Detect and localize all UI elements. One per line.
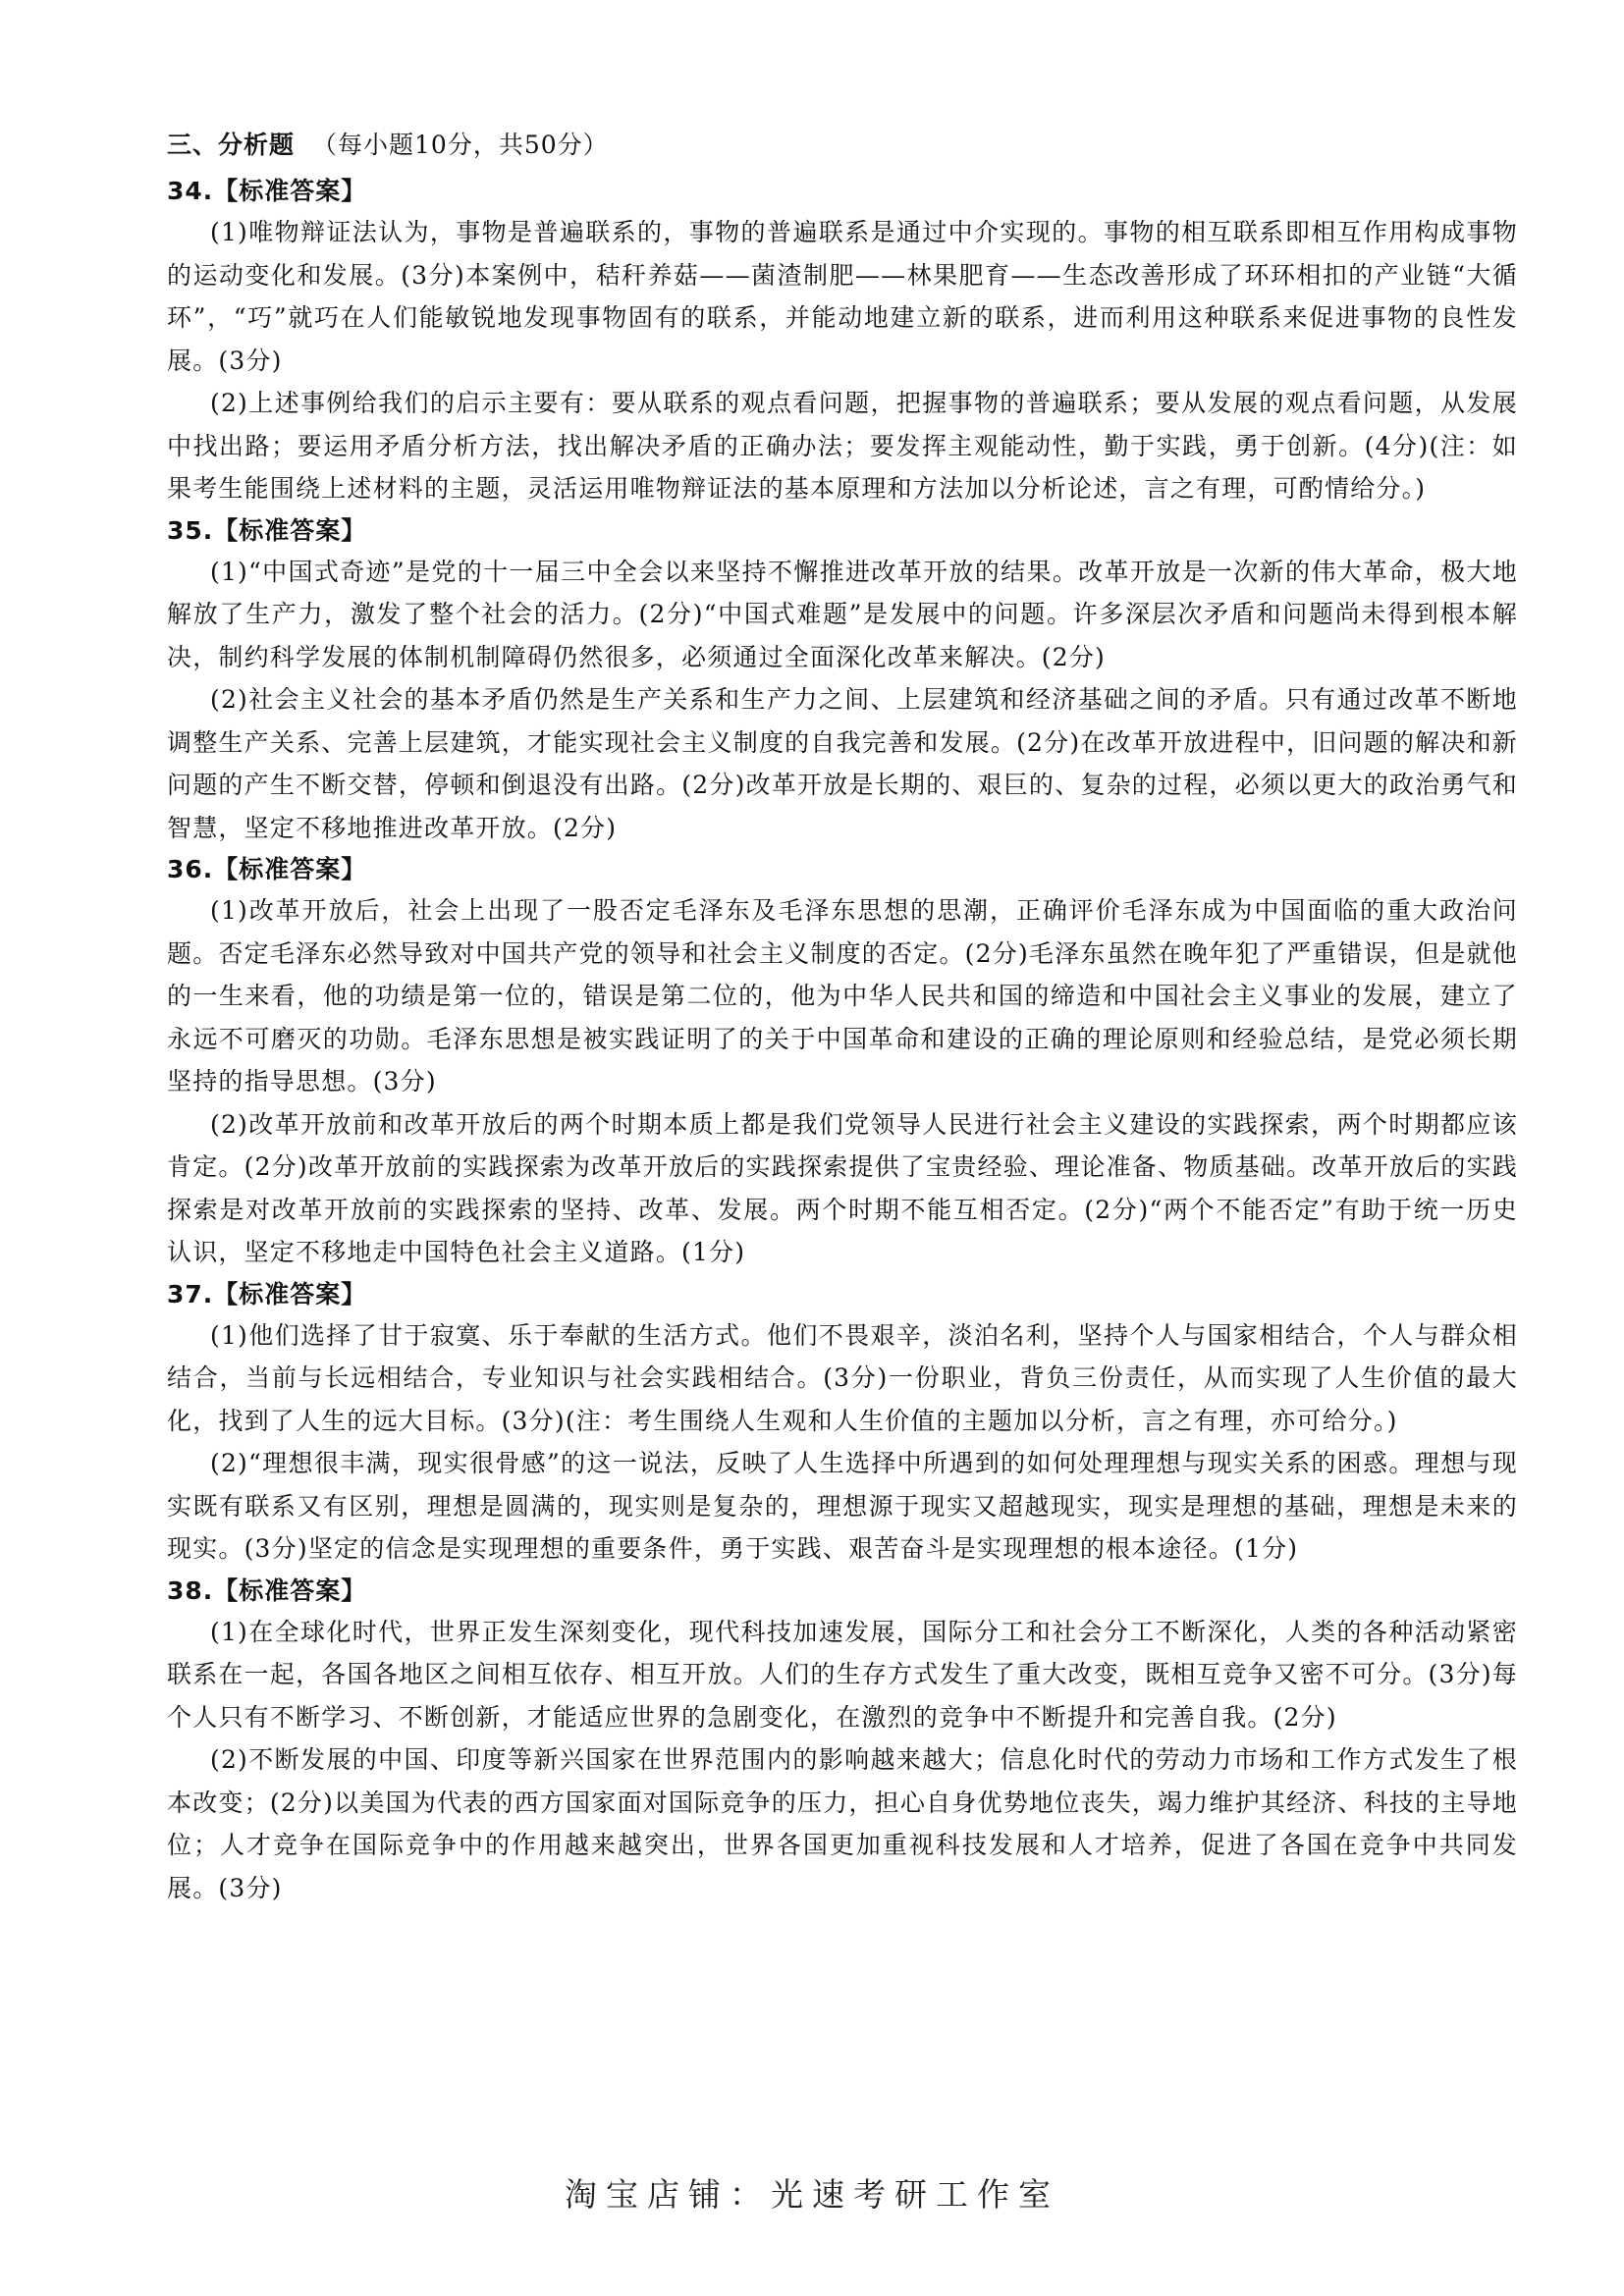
answer-paragraph: (2)改革开放前和改革开放后的两个时期本质上都是我们党领导人民进行社会主义建设的实践探索，两个时期都应该肯定。(2分)改革开放前的实践探索为改革开放后的实践探索提供了宝贵经验、理论准备、物质基础。改革开放后的实践探索是对改革开放前的实践探索的坚持、改革、发展。两个时期不能互相否定。(2分)“两个不能否定”有助于统一历史认识，坚定不移地走中国特色社会主义道路。(1分) [167, 1109, 1518, 1266]
question-34 [167, 171, 1518, 510]
section-score-note: （每小题10分，共50分） [312, 131, 609, 159]
question-heading: 37.【标准答案】 [167, 1279, 367, 1308]
document-page [167, 126, 1518, 1909]
answer-paragraph: (2)“理想很丰满，现实很骨感”的这一说法，反映了人生选择中所遇到的如何处理理想与现实关系的困惑。理想与现实既有联系又有区别，理想是圆满的，现实则是复杂的，理想源于现实又超越现实，现实是理想的基础，理想是未来的现实。(3分)坚定的信念是实现理想的重要条件，勇于实践、艰苦奋斗是实现理想的根本途径。(1分) [167, 1449, 1518, 1563]
section-title-text: 三、分析题 [167, 131, 296, 159]
answer-paragraph: (1)他们选择了甘于寂寞、乐于奉献的生活方式。他们不畏艰辛，淡泊名利，坚持个人与国家相结合，个人与群众相结合，当前与长远相结合，专业知识与社会实践相结合。(3分)一份职业，背负三份责任，从而实现了人生价值的最大化，找到了人生的远大目标。(3分)(注：考生围绕人生观和人生价值的主题加以分析，言之有理，亦可给分。) [167, 1320, 1518, 1435]
question-35 [167, 510, 1518, 850]
question-38 [167, 1571, 1518, 1910]
question-37 [167, 1274, 1518, 1571]
question-heading: 38.【标准答案】 [167, 1575, 367, 1605]
footer-shop-credit: 淘宝店铺：光速考研工作室 [565, 2175, 1059, 2214]
answer-paragraph: (1)“中国式奇迹”是党的十一届三中全会以来坚持不懈推进改革开放的结果。改革开放是一次新的伟大革命，极大地解放了生产力，激发了整个社会的活力。(2分)“中国式难题”是发展中的问题。许多深层次矛盾和问题尚未得到根本解决，制约科学发展的体制机制障碍仍然很多，必须通过全面深化改革来解决。(2分) [167, 557, 1518, 671]
answer-paragraph: (2)社会主义社会的基本矛盾仍然是生产关系和生产力之间、上层建筑和经济基础之间的矛盾。只有通过改革不断地调整生产关系、完善上层建筑，才能实现社会主义制度的自我完善和发展。(2分)在改革开放进程中，旧问题的解决和新问题的产生不断交替，停顿和倒退没有出路。(2分)改革开放是长期的、艰巨的、复杂的过程，必须以更大的政治勇气和智慧，坚定不移地推进改革开放。(2分) [167, 685, 1518, 842]
section-title [167, 126, 1518, 165]
question-36 [167, 849, 1518, 1274]
question-heading: 36.【标准答案】 [167, 855, 367, 883]
answer-paragraph: (2)上述事例给我们的启示主要有：要从联系的观点看问题，把握事物的普遍联系；要从发展的观点看问题，从发展中找出路；要运用矛盾分析方法，找出解决矛盾的正确办法；要发挥主观能动性，勤于实践，勇于创新。(4分)(注：如果考生能围绕上述材料的主题，灵活运用唯物辩证法的基本原理和方法加以分析论述，言之有理，可酌情给分。) [167, 389, 1518, 503]
answer-paragraph: (2)不断发展的中国、印度等新兴国家在世界范围内的影响越来越大；信息化时代的劳动力市场和工作方式发生了根本改变；(2分)以美国为代表的西方国家面对国际竞争的压力，担心自身优势地位丧失，竭力维护其经济、科技的主导地位；人才竞争在国际竞争中的作用越来越突出，世界各国更加重视科技发展和人才培养，促进了各国在竞争中共同发展。(3分) [167, 1745, 1518, 1902]
question-heading: 34.【标准答案】 [167, 177, 367, 205]
answer-paragraph: (1)改革开放后，社会上出现了一股否定毛泽东及毛泽东思想的思潮，正确评价毛泽东成为中国面临的重大政治问题。否定毛泽东必然导致对中国共产党的领导和社会主义制度的否定。(2分)毛泽东虽然在晚年犯了严重错误，但是就他的一生来看，他的功绩是第一位的，错误是第二位的，他为中华人民共和国的缔造和中国社会主义事业的发展，建立了永远不可磨灭的功勋。毛泽东思想是被实践证明了的关于中国革命和建设的正确的理论原则和经验总结，是党必须长期坚持的指导思想。(3分) [167, 896, 1518, 1095]
answer-paragraph: (1)唯物辩证法认为，事物是普遍联系的，事物的普遍联系是通过中介实现的。事物的相互联系即相互作用构成事物的运动变化和发展。(3分)本案例中，秸秆养菇——菌渣制肥——林果肥育——生态改善形成了环环相扣的产业链“大循环”，“巧”就巧在人们能敏锐地发现事物固有的联系，并能动地建立新的联系，进而利用这种联系来促进事物的良性发展。(3分) [167, 218, 1518, 375]
answer-paragraph: (1)在全球化时代，世界正发生深刻变化，现代科技加速发展，国际分工和社会分工不断深化，人类的各种活动紧密联系在一起，各国各地区之间相互依存、相互开放。人们的生存方式发生了重大改变，既相互竞争又密不可分。(3分)每个人只有不断学习、不断创新，才能适应世界的急剧变化，在激烈的竞争中不断提升和完善自我。(2分) [167, 1617, 1518, 1732]
question-heading: 35.【标准答案】 [167, 515, 367, 545]
